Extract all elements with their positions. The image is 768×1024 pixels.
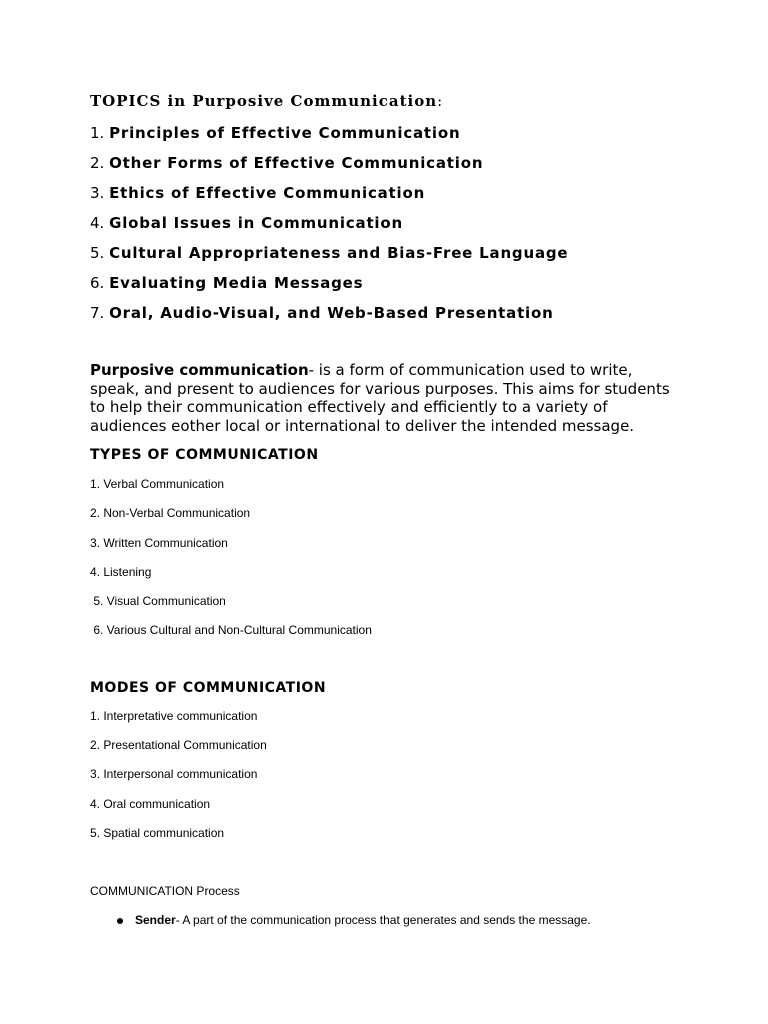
types-item: 2. Non-Verbal Communication (90, 506, 251, 520)
types-heading: TYPES OF COMMUNICATION (90, 447, 319, 463)
modes-item: 2. Presentational Communication (90, 738, 267, 752)
topic-item: 5. Cultural Appropriateness and Bias-Free Language (90, 244, 569, 262)
topic-item: 3. Ethics of Effective Communication (90, 184, 426, 202)
intro-text: - is a form of communication used to write, speak, and present to audiences for various purposes. This aims for students to help their communication effectively and efficiently to a variety of audiences eother local or international to deliver the intended message. (90, 361, 670, 435)
process-heading: COMMUNICATION Process (90, 884, 240, 898)
types-item: 5. Visual Communication (90, 594, 226, 608)
bullet-icon (117, 918, 123, 924)
types-item: 6. Various Cultural and Non-Cultural Communication (90, 623, 372, 637)
bullet-text: Sender- A part of the communication process that generates and sends the message. (135, 913, 591, 927)
topic-item: 7. Oral, Audio-Visual, and Web-Based Presentation (90, 304, 554, 322)
modes-item: 1. Interpretative communication (90, 709, 258, 723)
topic-item: 1. Principles of Effective Communication (90, 124, 461, 142)
topic-item: 4. Global Issues in Communication (90, 214, 403, 232)
topic-item: 6. Evaluating Media Messages (90, 274, 364, 292)
types-item: 4. Listening (90, 565, 152, 579)
modes-item: 5. Spatial communication (90, 826, 225, 840)
topic-item: 2. Other Forms of Effective Communication (90, 154, 484, 172)
topics-heading: TOPICS in Purposive Communication: (90, 92, 444, 110)
types-item: 1. Verbal Communication (90, 477, 225, 491)
intro-term: Purposive communication (90, 361, 309, 379)
types-item: 3. Written Communication (90, 536, 228, 550)
modes-heading: MODES OF COMMUNICATION (90, 680, 327, 696)
intro-paragraph (90, 361, 680, 435)
modes-item: 4. Oral communication (90, 797, 211, 811)
modes-item: 3. Interpersonal communication (90, 767, 258, 781)
